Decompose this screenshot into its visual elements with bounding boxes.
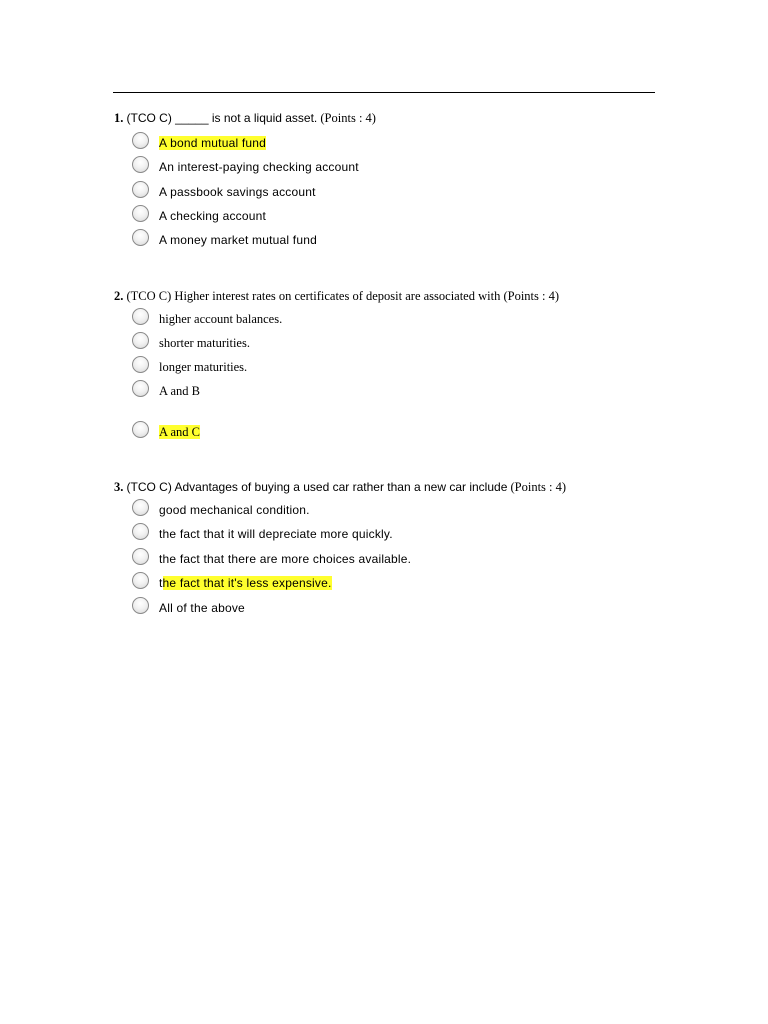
top-divider <box>113 92 655 93</box>
option-label: A money market mutual fund <box>159 233 317 247</box>
highlighted-answer: he fact that it's less expensive. <box>162 576 332 590</box>
radio-button[interactable] <box>132 380 149 397</box>
question-stem <box>114 110 674 126</box>
radio-button[interactable] <box>132 421 149 438</box>
radio-button[interactable] <box>132 181 149 198</box>
option-label <box>159 136 266 150</box>
option-label: A and B <box>159 384 200 398</box>
answer-option[interactable] <box>132 229 532 249</box>
question-1 <box>114 110 674 247</box>
answer-option[interactable] <box>132 572 532 592</box>
radio-button[interactable] <box>132 308 149 325</box>
option-label: longer maturities. <box>159 360 248 374</box>
answer-option[interactable] <box>132 380 532 400</box>
question-number: 1. <box>114 111 124 125</box>
radio-button[interactable] <box>132 332 149 349</box>
answer-option[interactable] <box>132 332 532 352</box>
question-text: (TCO C) Higher interest rates on certificates of deposit are associated with <box>126 289 501 303</box>
radio-button[interactable] <box>132 572 149 589</box>
answer-option[interactable] <box>132 597 532 617</box>
question-points: (Points : 4) <box>320 111 376 125</box>
radio-button[interactable] <box>132 205 149 222</box>
question-number: 2. <box>114 289 124 303</box>
question-text: (TCO C) Advantages of buying a used car rather than a new car include <box>126 480 508 494</box>
option-label <box>159 425 200 439</box>
answer-option[interactable] <box>132 205 532 225</box>
highlighted-answer: A bond mutual fund <box>159 136 267 150</box>
radio-button[interactable] <box>132 156 149 173</box>
question-number: 3. <box>114 480 124 494</box>
answer-option[interactable] <box>132 308 532 328</box>
answer-option[interactable] <box>132 499 532 519</box>
option-label: shorter maturities. <box>159 336 250 350</box>
option-label: A passbook savings account <box>159 185 316 199</box>
radio-button[interactable] <box>132 548 149 565</box>
answer-option[interactable] <box>132 132 532 152</box>
answer-option[interactable] <box>132 181 532 201</box>
option-label: higher account balances. <box>159 312 283 326</box>
answer-option[interactable] <box>132 548 532 568</box>
question-2 <box>114 288 674 439</box>
answer-option[interactable] <box>132 356 532 376</box>
answer-option[interactable] <box>132 523 532 543</box>
option-label: good mechanical condition. <box>159 503 310 517</box>
answer-option[interactable] <box>132 156 532 176</box>
answer-option[interactable] <box>132 421 532 441</box>
question-stem <box>114 479 674 495</box>
option-label: the fact that it will depreciate more quickly. <box>159 527 393 541</box>
highlighted-answer: A and C <box>159 425 200 439</box>
question-text: (TCO C) _____ is not a liquid asset. <box>126 111 318 125</box>
radio-button[interactable] <box>132 523 149 540</box>
option-label: the fact that it's less expensive. <box>159 576 332 590</box>
radio-button[interactable] <box>132 132 149 149</box>
question-stem <box>114 288 674 304</box>
question-3 <box>114 479 674 615</box>
option-label: An interest-paying checking account <box>159 160 359 174</box>
option-label: the fact that there are more choices available. <box>159 552 412 566</box>
question-points: (Points : 4) <box>503 289 560 303</box>
radio-button[interactable] <box>132 356 149 373</box>
option-label: A checking account <box>159 209 267 223</box>
radio-button[interactable] <box>132 229 149 246</box>
radio-button[interactable] <box>132 597 149 614</box>
option-label: All of the above <box>159 601 245 615</box>
radio-button[interactable] <box>132 499 149 516</box>
question-points: (Points : 4) <box>510 480 567 494</box>
